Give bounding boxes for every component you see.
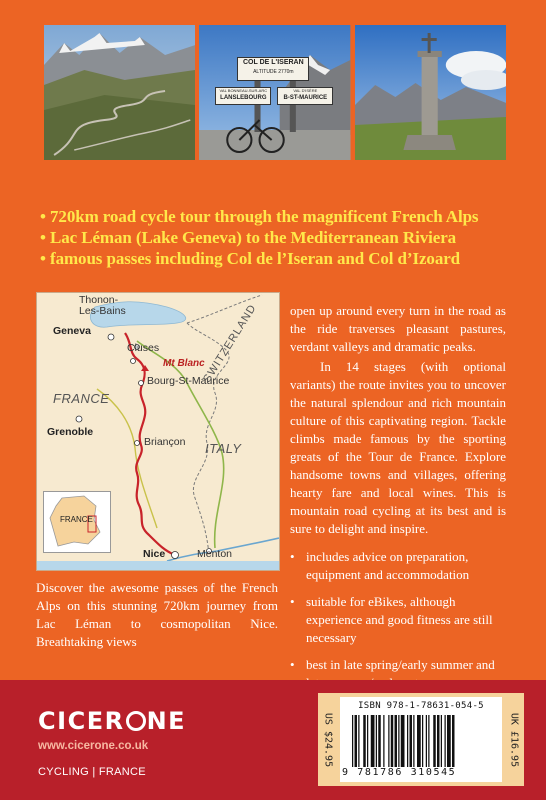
publisher-logo: [38, 707, 186, 735]
price-us: [318, 693, 338, 786]
barcode-icon: [352, 715, 492, 767]
sign-right2: B-ST-MAURICE: [283, 95, 328, 101]
map-label-thonon2: Les-Bains: [79, 305, 126, 317]
book-category: CYCLING | FRANCE: [38, 766, 146, 778]
map-label-menton: Menton: [197, 548, 233, 560]
feature-item: • best in late spring/early summer and: [290, 656, 506, 692]
map-inset-label: FRANCE: [60, 515, 93, 524]
price-us-text: US $24.95: [322, 712, 334, 767]
map-label-cluses: Cluses: [127, 342, 160, 354]
highlight-item: • Lac Léman (Lake Geneva) to the Mediterranean Riviera: [40, 227, 520, 248]
logo-letter: C: [38, 707, 58, 735]
map-label-italy: ITALY: [205, 441, 242, 456]
map-label-briancon: Briançon: [144, 436, 186, 448]
map-label-thonon: Thonon-: [79, 294, 119, 306]
isbn-barcode-box: [318, 693, 524, 786]
route-map: [36, 292, 280, 571]
logo-letter: I: [57, 707, 68, 735]
stone-cross-photo: [355, 25, 506, 160]
feature-item: • suitable for eBikes, although experience and good fitness are still necessary: [290, 593, 506, 647]
feature-item: • includes advice on preparation, equipment and accommodation: [290, 548, 506, 584]
logo-letter: R: [104, 707, 125, 735]
isbn-number: ISBN 978-1-78631-054-5: [358, 701, 484, 711]
barcode-area: [340, 697, 502, 782]
sign-altitude: ALTITUDE 2770m: [253, 69, 294, 75]
price-uk: [504, 693, 524, 786]
map-inset: [43, 491, 111, 553]
map-label-grenoble: Grenoble: [47, 426, 94, 438]
sign-right: VAL D'ISÈRE: [293, 88, 318, 93]
logo-letter: E: [86, 707, 105, 735]
description-left: [36, 579, 278, 651]
feature-list: [290, 548, 506, 692]
barcode-number: 9 781786 310545: [342, 767, 457, 778]
map-label-france: FRANCE: [53, 391, 110, 406]
cover-photos: [44, 25, 506, 160]
map-label-nice: Nice: [143, 548, 166, 560]
logo-o-ring-icon: [126, 711, 146, 731]
logo-letter: E: [168, 707, 187, 735]
publisher-url[interactable]: www.cicerone.co.uk: [38, 740, 149, 752]
map-label-geneva: Geneva: [53, 325, 91, 337]
sign-title: COL DE L'ISERAN: [243, 59, 304, 66]
mountain-road-photo: [44, 25, 195, 160]
description-paragraph: Discover the awesome passes of the French Alps on this stunning 720km journey from Lac Léman to cosmopolitan Nice. Breathtaking views: [36, 580, 278, 649]
col-sign-photo: [199, 25, 350, 160]
logo-letter: C: [67, 707, 87, 735]
highlights-list: [40, 206, 520, 269]
sign-left2: LANSLEBOURG: [220, 95, 267, 101]
map-label-mtblanc: Mt Blanc: [163, 358, 205, 369]
price-uk-text: UK £16.95: [508, 712, 520, 767]
description-paragraph: open up around every turn in the road as the ride traverses pleasant pastures, verdant valleys and dramatic peaks.: [290, 303, 506, 354]
map-label-switzerland: SWITZERLAND: [201, 302, 259, 385]
highlight-item: • 720km road cycle tour through the magnificent French Alps: [40, 206, 520, 227]
description-right: [290, 302, 506, 701]
highlight-item: • famous passes including Col de l’Iseran and Col d’Izoard: [40, 248, 520, 269]
map-label-bourg: Bourg-St-Maurice: [147, 375, 230, 387]
logo-letter: N: [146, 707, 169, 735]
description-paragraph: In 14 stages (with optional variants) the route invites you to uncover the natural splendour and rich mountain culture of this captivating region. Tackle climbs made famous by the sporting greats of the Tour de France. Explore handsome towns and villages, offering hearty fare and local wines. This is mountain road cycling at its best and is sure to delight and inspire.: [290, 359, 506, 536]
sign-left: VAL BONNEAU-SUR-ARC: [219, 88, 268, 93]
